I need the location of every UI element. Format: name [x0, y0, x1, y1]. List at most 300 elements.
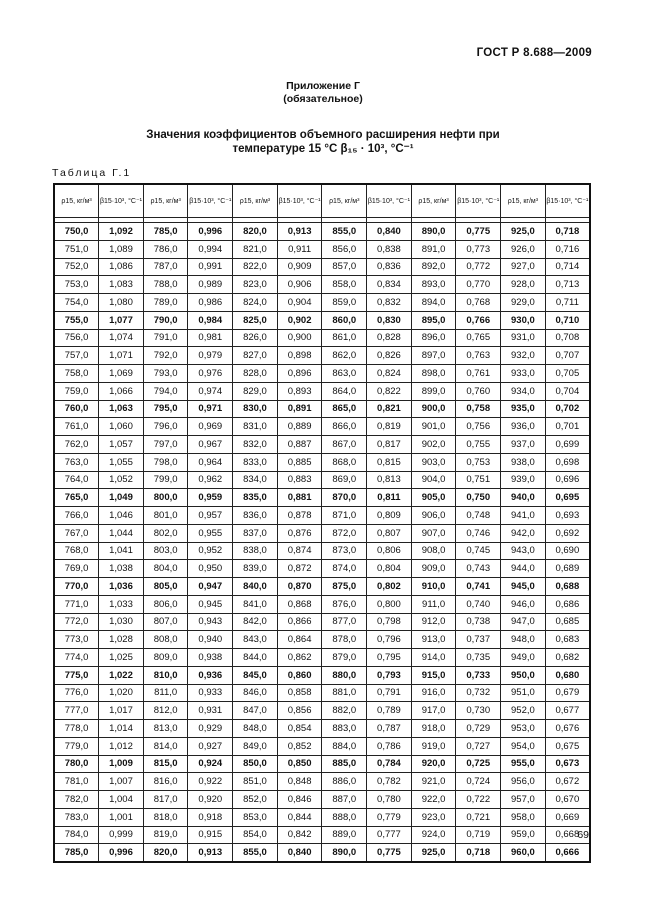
density-cell: 841,0 [233, 595, 278, 613]
density-cell: 895,0 [411, 311, 456, 329]
table-label: Таблица Г.1 [52, 167, 132, 179]
table-body [54, 218, 590, 863]
table-row [54, 400, 590, 418]
density-cell: 836,0 [233, 507, 278, 525]
coefficient-column-header: β15·10³, °С⁻¹ [99, 184, 144, 218]
coefficient-cell: 0,834 [367, 276, 412, 294]
density-cell: 816,0 [143, 773, 188, 791]
coefficient-cell: 1,086 [99, 258, 144, 276]
density-cell: 916,0 [411, 684, 456, 702]
coefficient-cell: 0,969 [188, 418, 233, 436]
coefficient-cell: 0,902 [277, 311, 322, 329]
coefficient-cell: 0,672 [545, 773, 590, 791]
coefficient-cell: 1,057 [99, 436, 144, 454]
coefficient-cell: 0,996 [188, 223, 233, 241]
density-cell: 812,0 [143, 702, 188, 720]
table-row [54, 489, 590, 507]
density-cell: 882,0 [322, 702, 367, 720]
coefficient-cell: 0,718 [456, 844, 501, 862]
coefficient-cell: 1,071 [99, 347, 144, 365]
coefficient-cell: 0,680 [545, 666, 590, 684]
coefficient-cell: 1,020 [99, 684, 144, 702]
coefficient-cell: 1,041 [99, 542, 144, 560]
coefficient-cell: 1,092 [99, 223, 144, 241]
coefficient-cell: 1,009 [99, 755, 144, 773]
density-cell: 858,0 [322, 276, 367, 294]
coefficient-cell: 0,945 [188, 595, 233, 613]
coefficient-cell: 1,055 [99, 453, 144, 471]
coefficient-cell: 0,950 [188, 560, 233, 578]
coefficient-column-header: β15·10³, °С⁻¹ [277, 184, 322, 218]
density-cell: 906,0 [411, 507, 456, 525]
coefficient-cell: 0,796 [367, 631, 412, 649]
density-cell: 857,0 [322, 258, 367, 276]
coefficient-cell: 0,898 [277, 347, 322, 365]
density-cell: 921,0 [411, 773, 456, 791]
coefficient-cell: 0,957 [188, 507, 233, 525]
coefficient-cell: 0,933 [188, 684, 233, 702]
density-cell: 889,0 [322, 826, 367, 844]
coefficient-cell: 0,976 [188, 365, 233, 383]
density-cell: 865,0 [322, 400, 367, 418]
density-cell: 918,0 [411, 720, 456, 738]
coefficient-cell: 0,940 [188, 631, 233, 649]
appendix-subtitle: (обязательное) [283, 93, 363, 105]
density-cell: 868,0 [322, 453, 367, 471]
coefficient-cell: 1,014 [99, 720, 144, 738]
coefficient-column-header: β15·10³, °С⁻¹ [545, 184, 590, 218]
table-row [54, 808, 590, 826]
coefficient-cell: 0,701 [545, 418, 590, 436]
coefficient-cell: 0,713 [545, 276, 590, 294]
density-column-header: ρ15, кг/м³ [233, 184, 278, 218]
coefficient-cell: 0,913 [277, 223, 322, 241]
density-cell: 804,0 [143, 560, 188, 578]
density-cell: 750,0 [54, 223, 99, 241]
density-cell: 791,0 [143, 329, 188, 347]
density-cell: 850,0 [233, 755, 278, 773]
coefficient-cell: 0,856 [277, 702, 322, 720]
table-row [54, 649, 590, 667]
coefficient-cell: 0,828 [367, 329, 412, 347]
coefficient-cell: 1,060 [99, 418, 144, 436]
density-cell: 914,0 [411, 649, 456, 667]
density-column-header: ρ15, кг/м³ [54, 184, 99, 218]
coefficient-cell: 0,666 [545, 844, 590, 862]
density-cell: 849,0 [233, 737, 278, 755]
density-cell: 912,0 [411, 613, 456, 631]
density-cell: 891,0 [411, 240, 456, 258]
coefficient-cell: 0,809 [367, 507, 412, 525]
coefficient-cell: 0,743 [456, 560, 501, 578]
table-row [54, 578, 590, 596]
density-cell: 885,0 [322, 755, 367, 773]
density-cell: 944,0 [501, 560, 546, 578]
coefficient-cell: 0,922 [188, 773, 233, 791]
coefficient-cell: 0,786 [367, 737, 412, 755]
density-cell: 892,0 [411, 258, 456, 276]
density-cell: 875,0 [322, 578, 367, 596]
density-cell: 883,0 [322, 720, 367, 738]
coefficient-cell: 0,824 [367, 365, 412, 383]
density-cell: 815,0 [143, 755, 188, 773]
coefficient-cell: 1,033 [99, 595, 144, 613]
density-cell: 873,0 [322, 542, 367, 560]
coefficient-cell: 0,830 [367, 311, 412, 329]
density-cell: 842,0 [233, 613, 278, 631]
coefficient-column-header: β15·10³, °С⁻¹ [456, 184, 501, 218]
density-cell: 774,0 [54, 649, 99, 667]
density-cell: 786,0 [143, 240, 188, 258]
density-cell: 809,0 [143, 649, 188, 667]
density-cell: 811,0 [143, 684, 188, 702]
coefficient-cell: 0,784 [367, 755, 412, 773]
coefficient-cell: 0,858 [277, 684, 322, 702]
coefficient-cell: 0,677 [545, 702, 590, 720]
coefficient-cell: 0,840 [367, 223, 412, 241]
coefficient-cell: 0,689 [545, 560, 590, 578]
density-cell: 928,0 [501, 276, 546, 294]
density-cell: 853,0 [233, 808, 278, 826]
table-row [54, 240, 590, 258]
coefficient-cell: 0,735 [456, 649, 501, 667]
coefficient-cell: 0,782 [367, 773, 412, 791]
coefficient-cell: 0,721 [456, 808, 501, 826]
coefficient-cell: 0,724 [456, 773, 501, 791]
coefficient-cell: 0,707 [545, 347, 590, 365]
coefficient-cell: 1,083 [99, 276, 144, 294]
coefficient-cell: 0,760 [456, 382, 501, 400]
coefficient-cell: 0,896 [277, 365, 322, 383]
density-cell: 926,0 [501, 240, 546, 258]
coefficient-cell: 0,714 [545, 258, 590, 276]
density-cell: 951,0 [501, 684, 546, 702]
density-cell: 880,0 [322, 666, 367, 684]
table-row [54, 684, 590, 702]
coefficient-cell: 0,832 [367, 294, 412, 312]
coefficient-cell: 0,745 [456, 542, 501, 560]
table-row [54, 436, 590, 454]
coefficient-cell: 1,077 [99, 311, 144, 329]
density-cell: 839,0 [233, 560, 278, 578]
coefficient-cell: 0,915 [188, 826, 233, 844]
density-cell: 925,0 [411, 844, 456, 862]
density-cell: 953,0 [501, 720, 546, 738]
coefficient-cell: 0,688 [545, 578, 590, 596]
coefficient-cell: 0,693 [545, 507, 590, 525]
table-row [54, 844, 590, 862]
coefficient-cell: 0,729 [456, 720, 501, 738]
density-cell: 802,0 [143, 524, 188, 542]
density-cell: 770,0 [54, 578, 99, 596]
coefficient-cell: 0,675 [545, 737, 590, 755]
table-row [54, 560, 590, 578]
coefficient-cell: 0,732 [456, 684, 501, 702]
coefficient-cell: 0,955 [188, 524, 233, 542]
density-cell: 813,0 [143, 720, 188, 738]
coefficient-cell: 0,876 [277, 524, 322, 542]
coefficient-cell: 0,904 [277, 294, 322, 312]
density-cell: 867,0 [322, 436, 367, 454]
density-cell: 922,0 [411, 791, 456, 809]
density-cell: 938,0 [501, 453, 546, 471]
density-cell: 871,0 [322, 507, 367, 525]
coefficient-cell: 0,669 [545, 808, 590, 826]
density-cell: 941,0 [501, 507, 546, 525]
density-cell: 799,0 [143, 471, 188, 489]
coefficient-cell: 0,733 [456, 666, 501, 684]
density-column-header: ρ15, кг/м³ [411, 184, 456, 218]
density-cell: 929,0 [501, 294, 546, 312]
table-row [54, 791, 590, 809]
density-cell: 876,0 [322, 595, 367, 613]
density-cell: 814,0 [143, 737, 188, 755]
coefficient-cell: 0,748 [456, 507, 501, 525]
density-column-header: ρ15, кг/м³ [143, 184, 188, 218]
density-cell: 824,0 [233, 294, 278, 312]
density-cell: 943,0 [501, 542, 546, 560]
density-cell: 904,0 [411, 471, 456, 489]
coefficient-cell: 0,779 [367, 808, 412, 826]
coefficient-cell: 0,690 [545, 542, 590, 560]
table-row [54, 613, 590, 631]
coefficient-cell: 0,943 [188, 613, 233, 631]
density-cell: 915,0 [411, 666, 456, 684]
coefficient-cell: 0,773 [456, 240, 501, 258]
density-cell: 907,0 [411, 524, 456, 542]
density-cell: 932,0 [501, 347, 546, 365]
density-cell: 762,0 [54, 436, 99, 454]
coefficient-cell: 0,791 [367, 684, 412, 702]
coefficient-cell: 0,883 [277, 471, 322, 489]
coefficient-cell: 0,777 [367, 826, 412, 844]
table-row [54, 311, 590, 329]
density-cell: 874,0 [322, 560, 367, 578]
density-cell: 818,0 [143, 808, 188, 826]
table-row [54, 382, 590, 400]
density-cell: 877,0 [322, 613, 367, 631]
density-cell: 854,0 [233, 826, 278, 844]
coefficient-cell: 0,999 [99, 826, 144, 844]
table-row [54, 720, 590, 738]
density-cell: 901,0 [411, 418, 456, 436]
density-cell: 960,0 [501, 844, 546, 862]
coefficient-cell: 0,770 [456, 276, 501, 294]
density-cell: 923,0 [411, 808, 456, 826]
coefficient-cell: 0,722 [456, 791, 501, 809]
coefficient-cell: 0,891 [277, 400, 322, 418]
density-cell: 869,0 [322, 471, 367, 489]
coefficient-cell: 1,030 [99, 613, 144, 631]
density-cell: 763,0 [54, 453, 99, 471]
coefficient-cell: 1,004 [99, 791, 144, 809]
density-cell: 863,0 [322, 365, 367, 383]
density-cell: 822,0 [233, 258, 278, 276]
coefficient-cell: 0,874 [277, 542, 322, 560]
table-row [54, 276, 590, 294]
coefficient-cell: 0,668 [545, 826, 590, 844]
density-cell: 905,0 [411, 489, 456, 507]
density-cell: 805,0 [143, 578, 188, 596]
density-cell: 808,0 [143, 631, 188, 649]
density-cell: 855,0 [233, 844, 278, 862]
coefficient-cell: 0,974 [188, 382, 233, 400]
document-title [0, 128, 646, 156]
coefficient-cell: 0,679 [545, 684, 590, 702]
density-cell: 771,0 [54, 595, 99, 613]
density-cell: 897,0 [411, 347, 456, 365]
coefficient-cell: 0,811 [367, 489, 412, 507]
density-cell: 830,0 [233, 400, 278, 418]
density-cell: 870,0 [322, 489, 367, 507]
document-title-line-2: температуре 15 °С β₁₅ · 10³, °С⁻¹ [232, 143, 414, 155]
appendix-heading [0, 80, 646, 106]
density-cell: 798,0 [143, 453, 188, 471]
coefficient-column-header: β15·10³, °С⁻¹ [367, 184, 412, 218]
coefficient-cell: 0,698 [545, 453, 590, 471]
coefficient-cell: 0,929 [188, 720, 233, 738]
coefficient-cell: 0,793 [367, 666, 412, 684]
density-cell: 764,0 [54, 471, 99, 489]
density-cell: 887,0 [322, 791, 367, 809]
coefficient-cell: 0,881 [277, 489, 322, 507]
coefficient-cell: 0,755 [456, 436, 501, 454]
density-cell: 831,0 [233, 418, 278, 436]
density-cell: 931,0 [501, 329, 546, 347]
coefficient-cell: 0,798 [367, 613, 412, 631]
coefficient-cell: 0,718 [545, 223, 590, 241]
appendix-title: Приложение Г [286, 80, 360, 92]
coefficient-cell: 0,931 [188, 702, 233, 720]
coefficient-cell: 0,971 [188, 400, 233, 418]
coefficient-cell: 0,741 [456, 578, 501, 596]
coefficient-cell: 0,994 [188, 240, 233, 258]
coefficient-cell: 0,696 [545, 471, 590, 489]
coefficient-cell: 0,727 [456, 737, 501, 755]
density-cell: 878,0 [322, 631, 367, 649]
density-cell: 843,0 [233, 631, 278, 649]
density-cell: 879,0 [322, 649, 367, 667]
coefficient-cell: 1,044 [99, 524, 144, 542]
coefficient-cell: 0,692 [545, 524, 590, 542]
coefficient-cell: 0,772 [456, 258, 501, 276]
coefficient-cell: 1,017 [99, 702, 144, 720]
table-row [54, 418, 590, 436]
coefficient-cell: 0,761 [456, 365, 501, 383]
density-cell: 934,0 [501, 382, 546, 400]
density-cell: 872,0 [322, 524, 367, 542]
coefficient-cell: 0,738 [456, 613, 501, 631]
coefficient-cell: 0,959 [188, 489, 233, 507]
density-cell: 754,0 [54, 294, 99, 312]
coefficient-cell: 0,670 [545, 791, 590, 809]
coefficient-cell: 0,991 [188, 258, 233, 276]
coefficient-cell: 0,705 [545, 365, 590, 383]
density-cell: 945,0 [501, 578, 546, 596]
table-row [54, 294, 590, 312]
coefficient-cell: 0,836 [367, 258, 412, 276]
table-row [54, 329, 590, 347]
coefficient-cell: 0,878 [277, 507, 322, 525]
density-cell: 956,0 [501, 773, 546, 791]
density-cell: 909,0 [411, 560, 456, 578]
density-cell: 834,0 [233, 471, 278, 489]
density-cell: 784,0 [54, 826, 99, 844]
coefficient-cell: 0,806 [367, 542, 412, 560]
coefficient-cell: 0,854 [277, 720, 322, 738]
coefficient-cell: 0,893 [277, 382, 322, 400]
coefficient-cell: 0,866 [277, 613, 322, 631]
table-row [54, 542, 590, 560]
table-row [54, 826, 590, 844]
density-cell: 752,0 [54, 258, 99, 276]
coefficient-cell: 1,089 [99, 240, 144, 258]
density-cell: 890,0 [411, 223, 456, 241]
coefficient-cell: 0,872 [277, 560, 322, 578]
coefficient-cell: 0,716 [545, 240, 590, 258]
density-cell: 779,0 [54, 737, 99, 755]
density-cell: 782,0 [54, 791, 99, 809]
coefficient-cell: 0,826 [367, 347, 412, 365]
density-cell: 832,0 [233, 436, 278, 454]
coefficient-cell: 1,080 [99, 294, 144, 312]
coefficient-cell: 0,844 [277, 808, 322, 826]
density-cell: 780,0 [54, 755, 99, 773]
table-row [54, 666, 590, 684]
coefficient-cell: 0,846 [277, 791, 322, 809]
coefficient-cell: 0,868 [277, 595, 322, 613]
coefficient-cell: 1,052 [99, 471, 144, 489]
coefficient-cell: 1,063 [99, 400, 144, 418]
coefficient-cell: 0,840 [277, 844, 322, 862]
table-row [54, 755, 590, 773]
header-row [54, 184, 590, 218]
density-cell: 756,0 [54, 329, 99, 347]
density-cell: 866,0 [322, 418, 367, 436]
coefficient-cell: 0,947 [188, 578, 233, 596]
coefficient-cell: 0,952 [188, 542, 233, 560]
coefficient-cell: 0,900 [277, 329, 322, 347]
standard-number: ГОСТ Р 8.688—2009 [476, 47, 592, 59]
table-row [54, 347, 590, 365]
coefficient-cell: 0,676 [545, 720, 590, 738]
coefficient-cell: 0,996 [99, 844, 144, 862]
density-cell: 773,0 [54, 631, 99, 649]
density-cell: 955,0 [501, 755, 546, 773]
table-row [54, 471, 590, 489]
density-cell: 788,0 [143, 276, 188, 294]
density-cell: 769,0 [54, 560, 99, 578]
density-cell: 787,0 [143, 258, 188, 276]
density-cell: 820,0 [233, 223, 278, 241]
coefficient-cell: 0,800 [367, 595, 412, 613]
coefficient-cell: 0,763 [456, 347, 501, 365]
coefficient-cell: 0,682 [545, 649, 590, 667]
coefficient-cell: 0,802 [367, 578, 412, 596]
density-cell: 925,0 [501, 223, 546, 241]
density-cell: 753,0 [54, 276, 99, 294]
density-cell: 807,0 [143, 613, 188, 631]
coefficient-cell: 0,746 [456, 524, 501, 542]
coefficient-cell: 0,913 [188, 844, 233, 862]
density-cell: 785,0 [54, 844, 99, 862]
coefficient-cell: 0,981 [188, 329, 233, 347]
density-cell: 783,0 [54, 808, 99, 826]
coefficient-cell: 0,708 [545, 329, 590, 347]
density-cell: 954,0 [501, 737, 546, 755]
density-cell: 917,0 [411, 702, 456, 720]
density-cell: 948,0 [501, 631, 546, 649]
